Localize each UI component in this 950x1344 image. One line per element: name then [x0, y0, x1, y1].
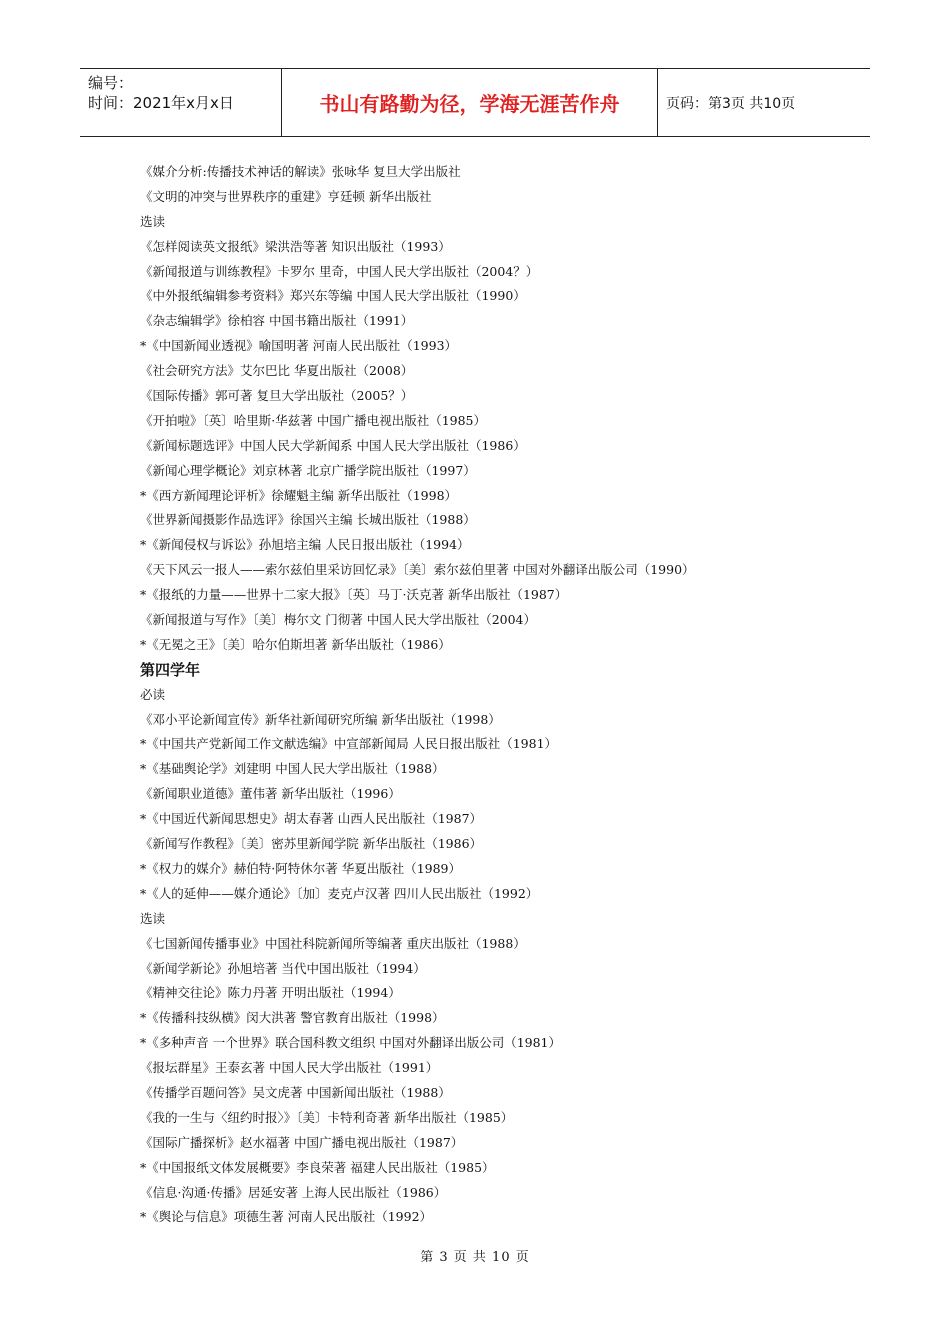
list-item: *《舆论与信息》项德生著 河南人民出版社（1992）	[140, 1209, 433, 1225]
list-item: *《基础舆论学》刘建明 中国人民大学出版社（1988）	[140, 761, 445, 777]
list-item: *《中国近代新闻思想史》胡太春著 山西人民出版社（1987）	[140, 811, 483, 827]
list-item: 《新闻职业道德》董伟著 新华出版社（1996）	[140, 786, 401, 802]
list-item: *《人的延伸——媒介通论》〔加〕麦克卢汉著 四川人民出版社（1992）	[140, 885, 539, 901]
list-item: 《报坛群星》王泰玄著 中国人民大学出版社（1991）	[140, 1060, 439, 1076]
list-item: 《怎样阅读英文报纸》梁洪浩等著 知识出版社（1993）	[140, 238, 451, 254]
list-item: *《权力的媒介》赫伯特·阿特休尔著 华夏出版社（1989）	[140, 860, 462, 876]
list-item: *《中国共产党新闻工作文献选编》中宣部新闻局 人民日报出版社（1981）	[140, 736, 558, 752]
list-item: 《新闻写作教程》〔美〕密苏里新闻学院 新华出版社（1986）	[140, 836, 483, 852]
list-item: 《传播学百题问答》吴文虎著 中国新闻出版社（1988）	[140, 1084, 451, 1100]
reading-list	[140, 160, 860, 1230]
list-item: 《新闻报道与训练教程》卡罗尔 里奇，中国人民大学出版社（2004？）	[140, 263, 539, 279]
list-item: 《国际传播》郭可著 复旦大学出版社（2005？）	[140, 388, 414, 404]
list-item: 《我的一生与〈纽约时报〉》〔美〕卡特利奇著 新华出版社（1985）	[140, 1109, 514, 1125]
list-item: *《传播科技纵横》闵大洪著 警官教育出版社（1998）	[140, 1010, 445, 1026]
list-item: *《中国报纸文体发展概要》李良荣著 福建人民出版社（1985）	[140, 1159, 495, 1175]
list-item: 《文明的冲突与世界秩序的重建》亨廷顿 新华出版社	[140, 188, 432, 204]
header-info-cell	[80, 69, 282, 136]
page-header	[80, 68, 870, 137]
list-item: *《多种声音 一个世界》联合国科教文组织 中国对外翻译出版公司（1981）	[140, 1035, 562, 1051]
list-item: 《信息·沟通·传播》居延安著 上海人民出版社（1986）	[140, 1184, 447, 1200]
list-item: 《新闻报道与写作》〔美〕梅尔文 门彻著 中国人民大学出版社（2004）	[140, 612, 537, 628]
list-item: *《报纸的力量——世界十二家大报》〔英〕马丁·沃克著 新华出版社（1987）	[140, 587, 568, 603]
list-item: 《天下风云一报人——索尔兹伯里采访回忆录》〔美〕索尔兹伯里著 中国对外翻译出版公司（1990）	[140, 562, 695, 578]
section-heading: 第四学年	[140, 660, 201, 679]
list-item: 必读	[140, 686, 166, 702]
list-item: 选读	[140, 213, 166, 229]
list-item: *《无冕之王》〔美〕哈尔伯斯坦著 新华出版社（1986）	[140, 636, 451, 652]
list-item: 《新闻心理学概论》刘京林著 北京广播学院出版社（1997）	[140, 462, 476, 478]
list-item: 《七国新闻传播事业》中国社科院新闻所等编著 重庆出版社（1988）	[140, 935, 526, 951]
list-item: 《新闻标题选评》中国人民大学新闻系 中国人民大学出版社（1986）	[140, 437, 526, 453]
list-item: *《中国新闻业透视》喻国明著 河南人民出版社（1993）	[140, 338, 458, 354]
list-item: 《世界新闻摄影作品选评》徐国兴主编 长城出版社（1988）	[140, 512, 476, 528]
header-motto: 书山有路勤为径，学海无涯苦作舟	[282, 69, 658, 136]
list-item: 《社会研究方法》艾尔巴比 华夏出版社（2008）	[140, 363, 414, 379]
list-item: 《开拍啦》〔英〕哈里斯·华兹著 中国广播电视出版社（1985）	[140, 412, 487, 428]
header-date-label: 时间：2021年x月x日	[88, 94, 234, 112]
page-footer: 第 3 页 共 10 页	[420, 1250, 530, 1265]
header-page-label: 页码：第3页 共10页	[666, 95, 796, 112]
list-item: 《精神交往论》陈力丹著 开明出版社（1994）	[140, 985, 401, 1001]
list-item: *《新闻侵权与诉讼》孙旭培主编 人民日报出版社（1994）	[140, 537, 470, 553]
list-item: 《国际广播探析》赵水福著 中国广播电视出版社（1987）	[140, 1134, 464, 1150]
list-item: 《杂志编辑学》徐柏容 中国书籍出版社（1991）	[140, 313, 414, 329]
header-number-label: 编号：	[88, 74, 134, 92]
list-item: 《邓小平论新闻宣传》新华社新闻研究所编 新华出版社（1998）	[140, 711, 501, 727]
list-item: 选读	[140, 910, 166, 926]
list-item: *《西方新闻理论评析》徐耀魁主编 新华出版社（1998）	[140, 487, 458, 503]
list-item: 《新闻学新论》孙旭培著 当代中国出版社（1994）	[140, 960, 426, 976]
list-item: 《媒介分析:传播技术神话的解读》张咏华 复旦大学出版社	[140, 164, 461, 179]
list-item: 《中外报纸编辑参考资料》郑兴东等编 中国人民大学出版社（1990）	[140, 288, 526, 304]
